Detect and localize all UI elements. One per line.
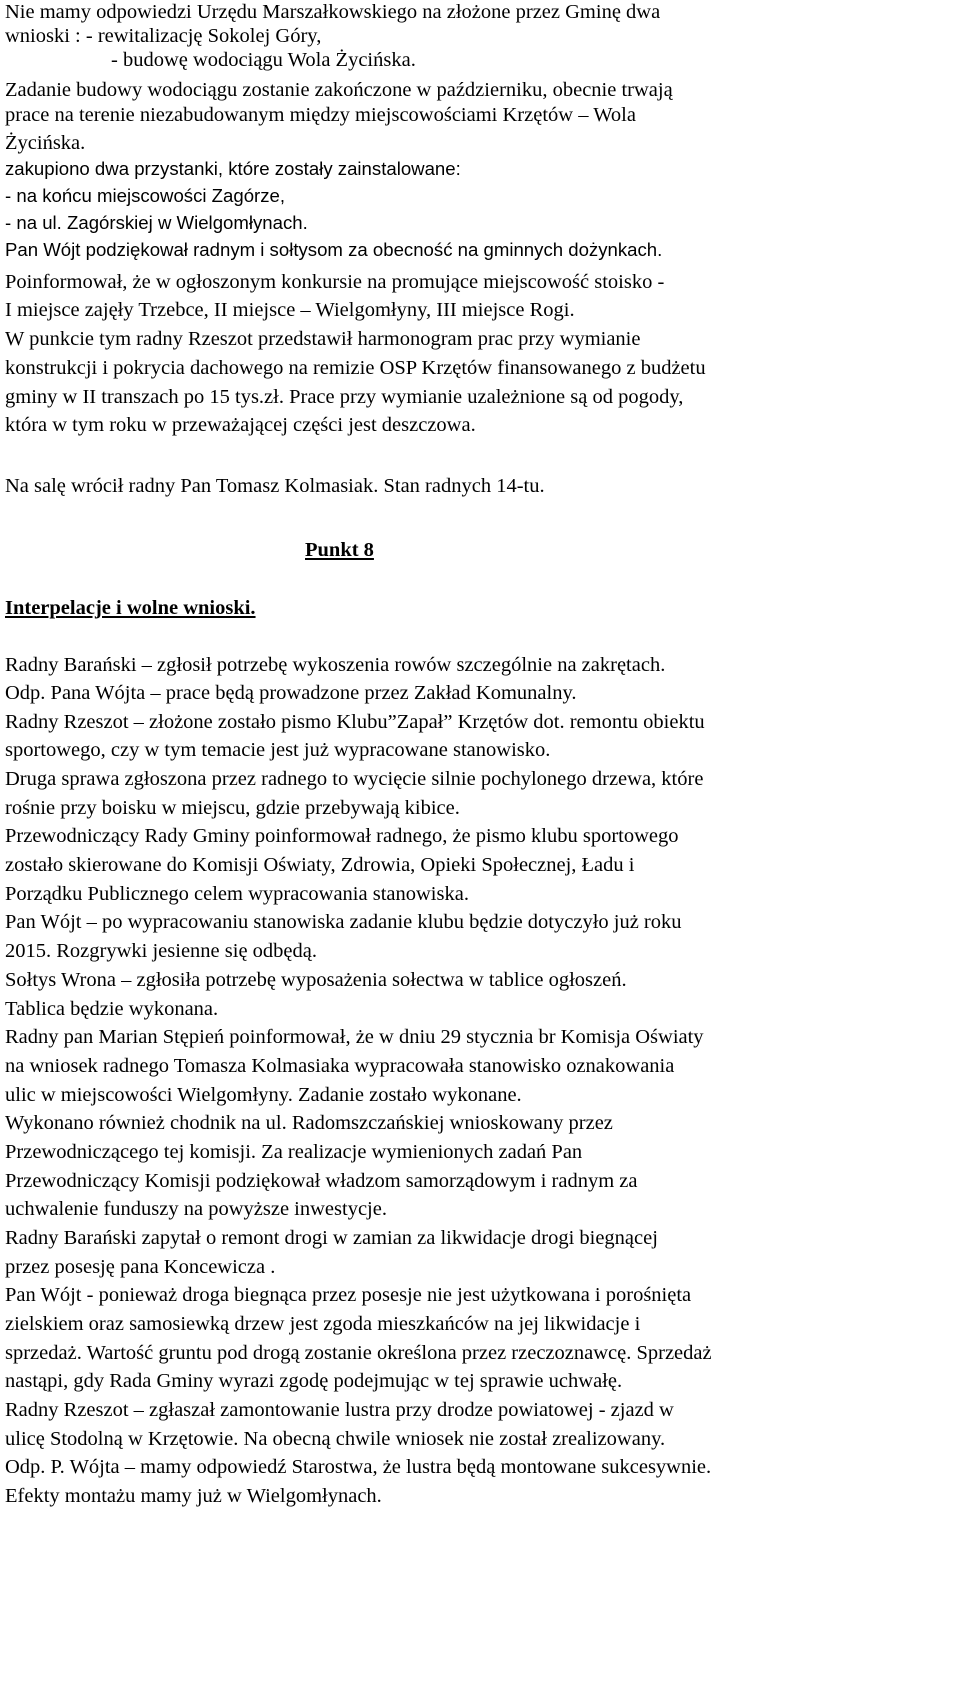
text-line: Życińska. <box>5 132 86 154</box>
text-line: przez posesję pana Koncewicza . <box>5 1256 276 1278</box>
text-line: 2015. Rozgrywki jesienne się odbędą. <box>5 940 317 962</box>
text-line: Zadanie budowy wodociągu zostanie zakończone w październiku, obecnie trwają <box>5 79 673 101</box>
text-line: I miejsce zajęły Trzebce, II miejsce – Wielgomłyny, III miejsce Rogi. <box>5 299 575 321</box>
text-line: Pan Wójt - ponieważ droga biegnąca przez posesje nie jest użytkowana i porośnięta <box>5 1284 692 1306</box>
text-line: prace na terenie niezabudowanym między miejscowościami Krzętów – Wola <box>5 104 636 126</box>
text-line: konstrukcji i pokrycia dachowego na remizie OSP Krzętów finansowanego z budżetu <box>5 357 706 379</box>
text-line: Radny Barański zapytał o remont drogi w zamian za likwidacje drogi biegnącej <box>5 1227 658 1249</box>
text-line: sprzedaż. Wartość gruntu pod drogą zostanie określona przez rzeczoznawcę. Sprzedaż <box>5 1342 712 1364</box>
text-line: wnioski : - rewitalizację Sokolej Góry, <box>5 25 322 47</box>
text-line: która w tym roku w przeważającej części jest deszczowa. <box>5 414 476 436</box>
text-line: Pan Wójt – po wypracowaniu stanowiska zadanie klubu będzie dotyczyło już roku <box>5 911 682 933</box>
text-line: Sołtys Wrona – zgłosiła potrzebę wyposażenia sołectwa w tablice ogłoszeń. <box>5 969 627 991</box>
text-line: gminy w II transzach po 15 tys.zł. Prace przy wymianie uzależnione są od pogody, <box>5 386 684 408</box>
text-line: na wniosek radnego Tomasza Kolmasiaka wypracowała stanowisko oznakowania <box>5 1055 675 1077</box>
text-line: rośnie przy boisku w miejscu, gdzie przebywają kibice. <box>5 797 460 819</box>
text-line: - budowę wodociągu Wola Życińska. <box>111 49 416 71</box>
text-line: zielskiem oraz samosiewką drzew jest zgoda mieszkańców na jej likwidacje i <box>5 1313 641 1335</box>
text-line: Odp. Pana Wójta – prace będą prowadzone przez Zakład Komunalny. <box>5 682 577 704</box>
text-line: Porządku Publicznego celem wypracowania stanowiska. <box>5 883 469 905</box>
text-line: Wykonano również chodnik na ul. Radomszczańskiej wnioskowany przez <box>5 1112 613 1134</box>
text-line: Pan Wójt podziękował radnym i sołtysom za obecność na gminnych dożynkach. <box>5 239 663 260</box>
text-line: zakupiono dwa przystanki, które zostały zainstalowane: <box>5 158 461 179</box>
text-line: ulic w miejscowości Wielgomłyny. Zadanie zostało wykonane. <box>5 1084 522 1106</box>
text-line: Przewodniczącego tej komisji. Za realizacje wymienionych zadań Pan <box>5 1141 583 1163</box>
text-line: Radny Rzeszot – zgłaszał zamontowanie lustra przy drodze powiatowej - zjazd w <box>5 1399 674 1421</box>
text-line: Druga sprawa zgłoszona przez radnego to wycięcie silnie pochylonego drzewa, które <box>5 768 704 790</box>
text-line: nastąpi, gdy Rada Gminy wyrazi zgodę podejmując w tej sprawie uchwałę. <box>5 1370 623 1392</box>
text-line: - na końcu miejscowości Zagórze, <box>5 185 286 206</box>
text-line: uchwalenie funduszy na powyższe inwestycje. <box>5 1198 387 1220</box>
text-line: sportowego, czy w tym temacie jest już wypracowane stanowisko. <box>5 739 551 761</box>
section-heading: Punkt 8 <box>305 539 374 561</box>
text-line: Efekty montażu mamy już w Wielgomłynach. <box>5 1485 382 1507</box>
text-line: W punkcie tym radny Rzeszot przedstawił harmonogram prac przy wymianie <box>5 328 641 350</box>
return-note: Na salę wrócił radny Pan Tomasz Kolmasiak. Stan radnych 14-tu. <box>5 475 545 497</box>
text-line: Przewodniczący Komisji podziękował władzom samorządowym i radnym za <box>5 1170 638 1192</box>
text-line: Odp. P. Wójta – mamy odpowiedź Starostwa, że lustra będą montowane sukcesywnie. <box>5 1456 712 1478</box>
text-line: Radny pan Marian Stępień poinformował, że w dniu 29 stycznia br Komisja Oświaty <box>5 1026 704 1048</box>
text-line: Tablica będzie wykonana. <box>5 998 219 1020</box>
text-line: Poinformował, że w ogłoszonym konkursie na promujące miejscowość stoisko - <box>5 271 665 293</box>
text-line: Radny Barański – zgłosił potrzebę wykoszenia rowów szczególnie na zakrętach. <box>5 654 666 676</box>
text-line: - na ul. Zagórskiej w Wielgomłynach. <box>5 212 308 233</box>
text-line: Przewodniczący Rady Gminy poinformował radnego, że pismo klubu sportowego <box>5 825 679 847</box>
text-line: zostało skierowane do Komisji Oświaty, Zdrowia, Opieki Społecznej, Ładu i <box>5 854 635 876</box>
text-line: Radny Rzeszot – złożone zostało pismo Klubu”Zapał” Krzętów dot. remontu obiektu <box>5 711 705 733</box>
text-line: Nie mamy odpowiedzi Urzędu Marszałkowskiego na złożone przez Gminę dwa <box>5 1 661 23</box>
text-line: ulicę Stodolną w Krzętowie. Na obecną chwile wniosek nie został zrealizowany. <box>5 1428 666 1450</box>
section-subheading: Interpelacje i wolne wnioski. <box>5 597 256 619</box>
